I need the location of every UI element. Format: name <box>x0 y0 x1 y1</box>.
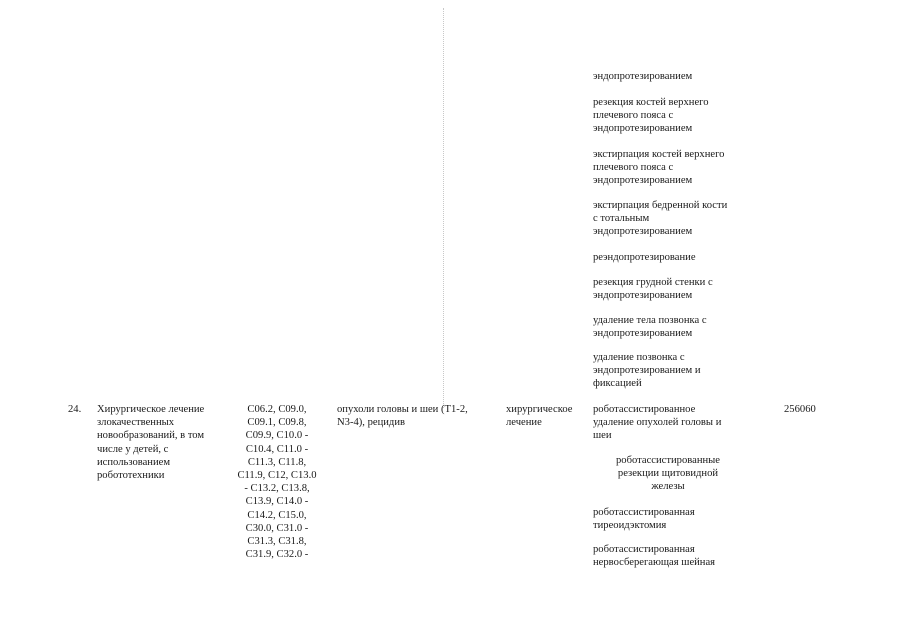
patient-model-line: опухоли головы и шеи (T1-2, <box>337 404 468 415</box>
icd-code-line: C31.9, C32.0 - <box>245 549 309 561</box>
method-item <box>593 251 763 264</box>
method-line: эндопротезированием и <box>593 365 701 377</box>
treatment-name-line: использованием <box>97 456 171 468</box>
icd-code-line: C09.9, C10.0 - <box>245 430 309 442</box>
method-line: резекция костей верхнего <box>593 97 709 108</box>
method-line: эндопротезированием <box>593 175 693 187</box>
icd-code-line: - C13.2, C13.8, <box>244 483 310 495</box>
icd-code-line: C11.3, C11.8, <box>247 456 307 468</box>
treatment-name <box>97 403 237 482</box>
treatment-name-line: робототехники <box>97 470 165 482</box>
method-line: роботассистированная <box>593 544 695 555</box>
method-item <box>593 543 763 569</box>
method-line: тиреоидэктомия <box>593 520 667 532</box>
method-item <box>593 454 743 494</box>
method-line: нервосберегающая шейная <box>593 557 716 569</box>
icd-code-line: C13.9, C14.0 - <box>245 496 309 508</box>
method-line: эндопротезированием <box>593 71 693 82</box>
method-line: экстирпация костей верхнего <box>593 149 725 160</box>
method-line: экстирпация бедренной кости <box>593 200 728 211</box>
icd-code-line: C31.3, C31.8, <box>247 536 307 548</box>
method-line: плечевого пояса с <box>593 110 674 122</box>
method-line: роботассистированное <box>593 404 696 415</box>
method-line: эндопротезированием <box>593 328 693 340</box>
method-item <box>593 96 763 136</box>
icd-code-line: C06.2, C09.0, <box>247 404 307 415</box>
method-item <box>593 148 763 188</box>
icd-code-line: C10.4, C11.0 - <box>245 443 309 455</box>
treatment-type <box>506 403 592 429</box>
treatment-name-line: злокачественных <box>97 417 175 429</box>
method-item-continuation <box>593 70 763 83</box>
treatment-name-line: Хирургическое лечение <box>97 404 205 415</box>
icd-code-line: C14.2, C15.0, <box>247 509 307 521</box>
method-line: эндопротезированием <box>593 226 693 238</box>
method-line: удаление тела позвонка с <box>593 315 707 326</box>
icd-codes <box>227 403 327 561</box>
method-line: эндопротезированием <box>593 290 693 302</box>
patient-model-line: N3-4), рецидив <box>337 417 405 429</box>
method-line: с тотальным <box>593 213 650 225</box>
method-line: удаление позвонка с <box>593 352 685 363</box>
method-item <box>593 506 763 532</box>
treatment-type-line: хирургическое <box>506 404 573 415</box>
icd-code-line: C30.0, C31.0 - <box>245 522 309 534</box>
row-number: 24. <box>68 404 82 415</box>
method-line: роботассистированные <box>616 455 720 466</box>
icd-code-line: C11.9, C12, C13.0 <box>237 470 317 482</box>
treatment-name-line: числе у детей, с <box>97 443 169 455</box>
method-item <box>593 314 763 340</box>
method-line: резекции щитовидной <box>617 468 719 480</box>
method-line: эндопротезированием <box>593 123 693 135</box>
method-item <box>593 351 763 391</box>
treatment-name-line: новообразований, в том <box>97 430 205 442</box>
method-line: удаление опухолей головы и <box>593 417 722 429</box>
icd-code-line: C09.1, C09.8, <box>247 417 307 429</box>
price-value: 256060 <box>784 404 816 415</box>
method-line: плечевого пояса с <box>593 162 674 174</box>
method-line: реэндопротезирование <box>593 252 696 263</box>
method-line: резекция грудной стенки с <box>593 277 713 288</box>
method-line: шеи <box>593 430 612 442</box>
method-item <box>593 199 763 239</box>
method-item <box>593 403 763 443</box>
binding-fold-line <box>443 8 444 408</box>
method-line: роботассистированная <box>593 507 695 518</box>
method-line: железы <box>651 481 685 493</box>
method-line: фиксацией <box>593 378 642 390</box>
patient-model <box>337 403 497 429</box>
treatment-type-line: лечение <box>506 417 542 429</box>
method-item <box>593 276 763 302</box>
